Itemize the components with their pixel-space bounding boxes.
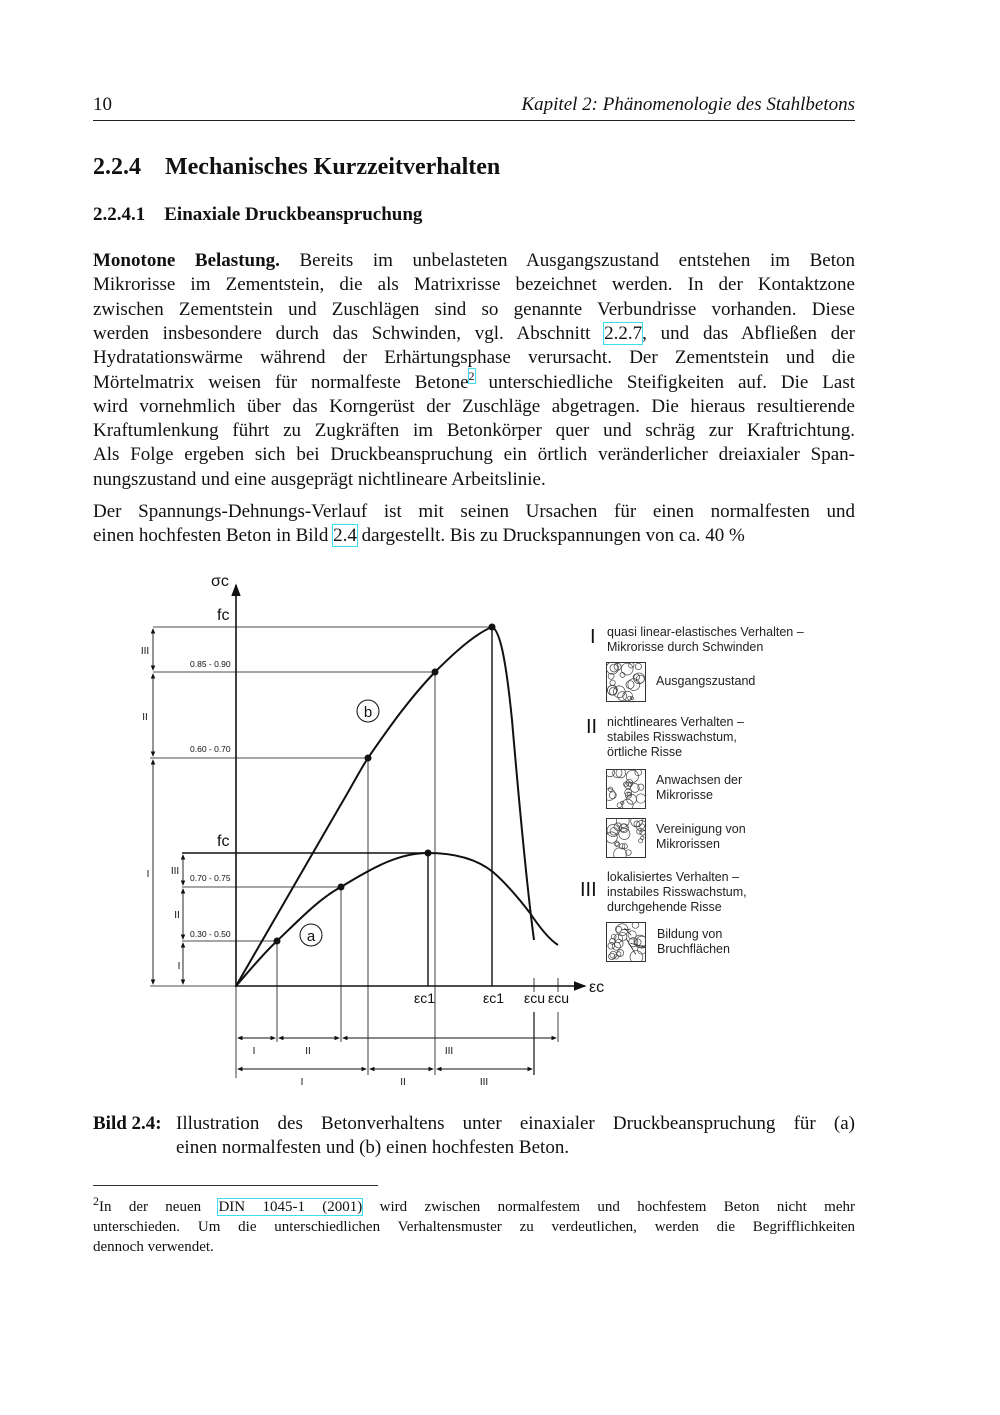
text-run: In der neuen — [99, 1199, 219, 1215]
level-label: 0.60 - 0.70 — [190, 744, 231, 754]
page-number: 10 — [93, 94, 112, 115]
text-run: dargestellt. Bis zu Druckspannungen von ca. 40 % — [356, 525, 745, 547]
legend-text: lokalisiertes Verhalten – — [607, 870, 740, 884]
svg-text:II: II — [142, 712, 148, 723]
curve-b-high-strength — [236, 627, 534, 986]
strain-label: εcu — [548, 990, 570, 1006]
text-run: Als Folge ergeben sich bei Druckbeanspruchung ein örtlich veränderlicher dreiaxialer Span- — [93, 444, 855, 466]
text-line — [93, 1194, 855, 1217]
y-axis-label: σc — [211, 573, 229, 590]
svg-text:I: I — [177, 961, 181, 972]
text-line — [93, 1217, 855, 1237]
figure-caption-label: Bild 2.4: — [93, 1113, 162, 1134]
curve-label-b: b — [363, 704, 373, 721]
cross-reference-link[interactable]: 2.4 — [333, 525, 357, 547]
svg-text:III: III — [479, 1077, 489, 1088]
text-run: unterschieden. Um die unterschiedlichen Verhaltensmuster zu verdeutlichen, werden die Begrifflichkeiten — [93, 1219, 855, 1235]
svg-text:II: II — [400, 1077, 406, 1088]
level-label: 0.85 - 0.90 — [190, 659, 231, 669]
svg-text:I: I — [146, 869, 150, 880]
text-run: Bereits im unbelasteten Ausgangszustand entstehen im Beton — [279, 250, 855, 271]
fc-label-b: fc — [217, 607, 230, 624]
legend-text: örtliche Risse — [607, 745, 683, 759]
legend-state: Mikrorisse — [656, 788, 713, 802]
phase-labels — [141, 646, 488, 1088]
microstructure-icon — [606, 769, 646, 814]
curve-a-normal-strength — [236, 853, 558, 986]
text-run: einen hochfesten Beton in Bild — [93, 525, 334, 547]
text-run: zwischen Zementstein und Zuschlägen sind so genannte Verbundrisse vorhanden. Diese — [93, 298, 855, 320]
running-header: Kapitel 2: Phänomenologie des Stahlbetons — [521, 94, 855, 115]
legend-state: Vereinigung von — [656, 822, 746, 836]
dimension-lines-left — [153, 629, 183, 984]
svg-text:I: I — [300, 1077, 304, 1088]
legend-state: Anwachsen der — [656, 773, 743, 787]
curve-label-a: a — [306, 928, 316, 945]
strain-label: εcu — [524, 990, 546, 1006]
legend-text: instabiles Risswachstum, — [607, 885, 747, 899]
text-run: Mikrorisse im Zementstein, die als Matrixrisse bezeichnet werden. In der Kontaktzone — [93, 274, 855, 296]
text-run: werden insbesondere durch das Schwinden, vgl. Abschnitt — [93, 322, 605, 344]
text-run: wird zwischen normalfestem und hochfestem Beton nicht mehr — [362, 1199, 855, 1215]
svg-text:III: III — [140, 646, 150, 657]
text-run: Der Spannungs-Dehnungs-Verlauf ist mit seinen Ursachen für einen normalfesten und — [93, 501, 855, 522]
level-label: 0.30 - 0.50 — [190, 929, 231, 939]
figure-caption-line: Illustration des Betonverhaltens unter einaxialer Druckbeanspruchung für (a) — [176, 1113, 855, 1134]
microstructure-icon — [606, 922, 646, 967]
svg-text:II: II — [174, 910, 180, 921]
run-in-heading: Monotone Belastung. — [93, 250, 280, 271]
legend-text: nichtlineares Verhalten – — [607, 715, 744, 729]
footnote-marker: 2 — [93, 1194, 99, 1208]
legend-state: Mikrorissen — [656, 837, 720, 851]
level-label: 0.70 - 0.75 — [190, 873, 231, 883]
microstructure-icon — [606, 662, 646, 707]
legend-text: durchgehende Risse — [607, 900, 722, 914]
cross-reference-link[interactable]: DIN 1045-1 (2001) — [218, 1199, 363, 1215]
text-run: Kraftumlenkung führt zu Zugkräften im Betonkörper quer und schräg zur Kraftrichtung. — [93, 420, 855, 442]
svg-text:I: I — [252, 1046, 256, 1057]
text-run: unterschiedliche Steifigkeiten auf. Die Last — [474, 371, 855, 393]
text-run: nungszustand und eine ausgeprägt nichtlineare Arbeitslinie. — [93, 468, 546, 490]
footnote-rule — [93, 1185, 378, 1186]
strain-label: εc1 — [483, 990, 505, 1006]
text-line — [93, 1237, 855, 1257]
legend-text: quasi linear-elastisches Verhalten – — [607, 625, 804, 639]
text-run: Hydratationswärme während der Erhärtungsphase verursacht. Der Zementstein und die — [93, 347, 855, 369]
svg-text:II: II — [305, 1046, 311, 1057]
legend-text: stabiles Risswachstum, — [607, 730, 737, 744]
legend-numeral: I — [590, 626, 596, 648]
text-run: dennoch verwendet. — [93, 1239, 214, 1255]
x-axis-label: εc — [589, 979, 605, 996]
cross-reference-link[interactable]: 2.2.7 — [604, 322, 643, 344]
legend-state: Bruchflächen — [657, 942, 730, 956]
svg-text:III: III — [170, 866, 180, 877]
text-run: wird vornehmlich über das Korngerüst der Zuschläge abgetragen. Die hieraus resultierende — [93, 395, 855, 417]
text-run: Mörtelmatrix weisen für normalfeste Betone — [93, 371, 469, 393]
svg-text:III: III — [444, 1046, 454, 1057]
legend-numeral: III — [580, 879, 597, 901]
subsection-heading: 2.2.4.1 Einaxiale Druckbeanspruchung — [93, 204, 423, 225]
text-run: , und das Abfließen der — [642, 322, 856, 344]
section-heading: 2.2.4 Mechanisches Kurzzeitverhalten — [93, 154, 501, 180]
legend-state: Bildung von — [657, 927, 723, 941]
legend-state: Ausgangszustand — [656, 674, 756, 688]
figure-caption-line: einen normalfesten und (b) einen hochfesten Beton. — [176, 1137, 570, 1158]
legend-text: Mikrorisse durch Schwinden — [607, 640, 764, 654]
fc-label-a: fc — [217, 833, 230, 850]
strain-label: εc1 — [414, 990, 436, 1006]
microstructure-icon — [606, 818, 646, 863]
guide-lines — [150, 627, 558, 1078]
legend-numeral: II — [586, 716, 598, 738]
dimension-lines-bottom — [238, 1038, 556, 1069]
footnote-marker[interactable]: 2 — [468, 369, 475, 384]
